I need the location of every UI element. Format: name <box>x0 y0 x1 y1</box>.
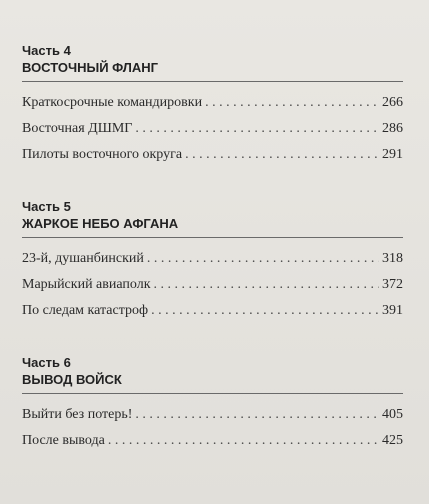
toc-entry-page: 372 <box>382 277 403 292</box>
part-number: Часть 4 <box>22 43 71 58</box>
toc-entry-page: 318 <box>382 251 403 266</box>
dot-leader <box>154 275 379 294</box>
toc-entry-page: 405 <box>382 407 403 422</box>
toc-entry-title: Восточная ДШМГ <box>22 121 133 136</box>
dot-leader <box>185 145 379 164</box>
part-title: ЖАРКОЕ НЕБО АФГАНА <box>22 215 403 238</box>
toc-entry-title: Краткосрочные командировки <box>22 95 203 110</box>
toc-entry-title: По следам катастроф <box>22 303 149 318</box>
toc-entry <box>22 249 403 268</box>
toc-entry <box>22 119 403 138</box>
toc-entry-title: Марыйский авиаполк <box>22 277 151 292</box>
dot-leader <box>135 405 379 424</box>
toc-entry-page: 291 <box>382 147 403 162</box>
toc-entry-page: 425 <box>382 433 403 448</box>
toc-entry <box>22 431 403 450</box>
toc-entry <box>22 405 403 424</box>
toc-entry-page: 391 <box>382 303 403 318</box>
toc-entry-title: Пилоты восточного округа <box>22 147 183 162</box>
toc-entry-title: 23-й, душанбинский <box>22 251 144 266</box>
part-5 <box>22 198 403 320</box>
toc-entry <box>22 301 403 320</box>
dot-leader <box>205 93 379 112</box>
toc-entry-page: 286 <box>382 121 403 136</box>
toc-entry-title: После вывода <box>22 433 105 448</box>
toc-entry-page: 266 <box>382 95 403 110</box>
dot-leader <box>135 119 379 138</box>
toc-entry-title: Выйти без потерь! <box>22 407 133 422</box>
part-number: Часть 5 <box>22 199 71 214</box>
toc-entry <box>22 275 403 294</box>
toc-entry <box>22 93 403 112</box>
part-title: ВОСТОЧНЫЙ ФЛАНГ <box>22 59 403 82</box>
toc-entry <box>22 145 403 164</box>
dot-leader <box>147 249 379 268</box>
part-title: ВЫВОД ВОЙСК <box>22 371 403 394</box>
part-4 <box>22 42 403 164</box>
part-number: Часть 6 <box>22 355 71 370</box>
dot-leader <box>151 301 379 320</box>
part-6 <box>22 354 403 450</box>
dot-leader <box>108 431 379 450</box>
